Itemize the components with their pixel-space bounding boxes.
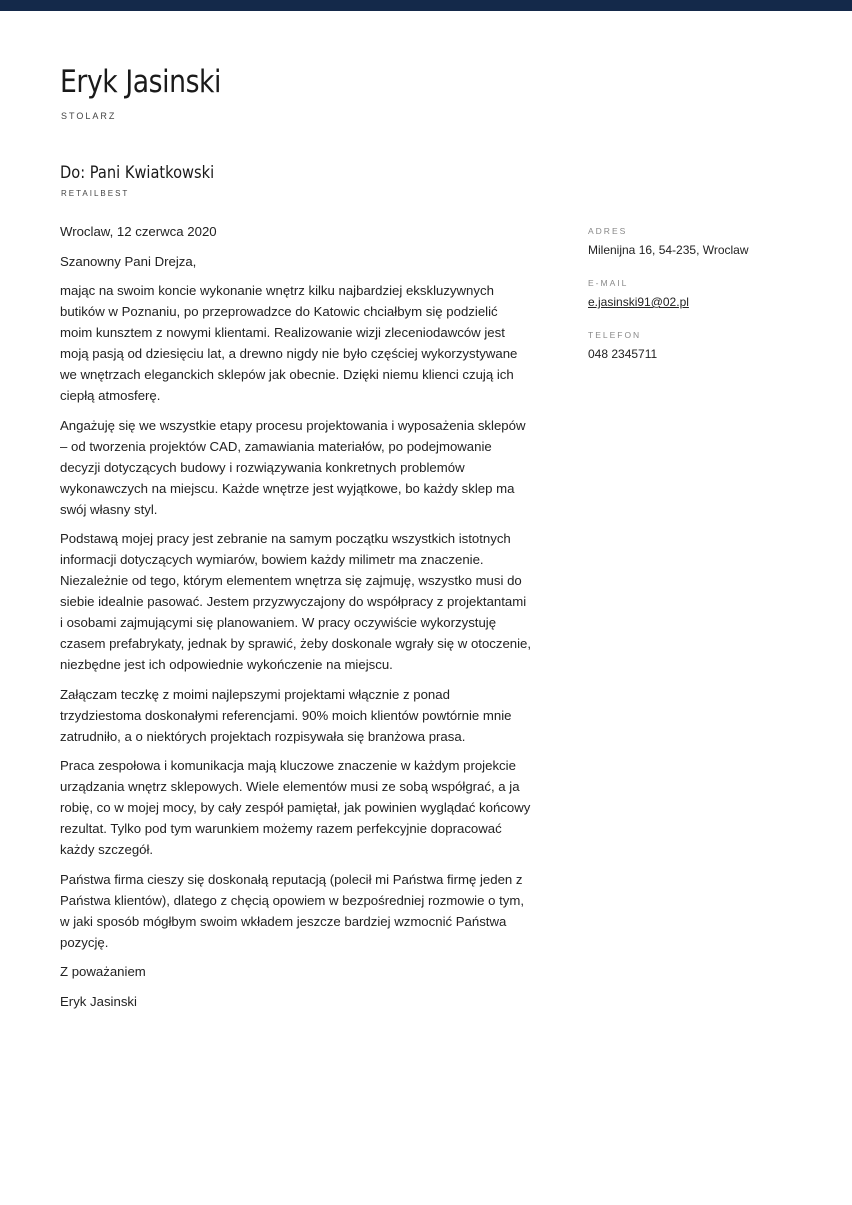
address-label: ADRES xyxy=(588,226,628,236)
letter-greeting: Szanowny Pani Drejza, xyxy=(60,253,197,269)
phone-value: 048 2345711 xyxy=(588,347,658,361)
applicant-name: Eryk Jasinski xyxy=(60,64,222,100)
email-link[interactable]: e.jasinski91@02.pl xyxy=(588,295,689,309)
letter-date: Wroclaw, 12 czerwca 2020 xyxy=(60,224,217,239)
letter-body xyxy=(60,221,532,1020)
letter-paragraph: Państwa firma cieszy się doskonałą reputacją (polecił mi Państwa firmę jeden z Państwa klientów), dlatego z chęcią opowiem w bezpośredniej rozmowie o tym, w jaki sposób mógłbym swoim wkładem jeszcze bardziej wzmocnić Państwa pozycję. xyxy=(60,871,524,950)
email-label: E-MAIL xyxy=(588,278,629,288)
letter-paragraph: Praca zespołowa i komunikacja mają kluczowe znaczenie w każdym projekcie urządzania wnętrz sklepowych. Wiele elementów musi ze sobą współgrać, a ja robię, co w mojej mocy, by cały zespół pamiętał, jak powinien wyglądać końcowy rezultat. Tylko pod tym warunkiem możemy razem perfekcyjnie dopracować każdy szczegół. xyxy=(60,758,531,857)
letter-paragraph: Załączam teczkę z moimi najlepszymi projektami włącznie z ponad trzydziestoma doskonałymi referencjami. 90% moich klientów powtórnie mnie zatrudniło, a o niektórych projektach rozpisywała się branżowa prasa. xyxy=(60,686,512,744)
phone-label: TELEFON xyxy=(588,330,642,340)
letter-paragraph: Angażuję się we wszystkie etapy procesu projektowania i wyposażenia sklepów – od tworzenia projektów CAD, zamawiania materiałów, po podejmowanie decyzji dotyczących budowy i rozwiązywania konkretnych problemów wykonawczych na miejscu. Każde wnętrze jest wyjątkowe, bo każdy sklep ma swój własny styl. xyxy=(60,417,526,517)
top-accent-bar xyxy=(0,0,852,11)
letter-paragraph: mając na swoim koncie wykonanie wnętrz kilku najbardziej ekskluzywnych butików w Poznaniu, po przeprowadzce do Katowic chciałbym się podzielić moim kunsztem z nowymi klientami. Realizowanie wizji zleceniodawców jest moją pasją od dziesięciu lat, a drewno nigdy nie było częściej wykorzystywane we wnętrzach eleganckich sklepów jak obecnie. Dzięki niemu klienci czują ich ciepłą atmosferę. xyxy=(60,283,518,403)
applicant-role: STOLARZ xyxy=(61,111,117,121)
letter-signature: Eryk Jasinski xyxy=(60,993,137,1009)
address-value: Milenijna 16, 54-235, Wroclaw xyxy=(588,243,749,257)
letter-paragraph: Podstawą mojej pracy jest zebranie na samym początku wszystkich istotnych informacji dotyczących wymiarów, bowiem każdy milimetr ma znaczenie. Niezależnie od tego, którym elementem wnętrza się zajmuję, wszystko musi do siebie idealnie pasować. Jestem przyzwyczajony do współpracy z projektantami i osobami zajmującymi się planowaniem. W pracy oczywiście wykorzystuję czasem prefabrykaty, jednak by sprawić, żeby doskonale wgrały się w otoczenie, niezbędne jest ich odpowiednie wykończenie na miejscu. xyxy=(60,531,532,672)
letter-closing: Z poważaniem xyxy=(60,964,146,979)
recipient-company: RETAILBEST xyxy=(61,189,130,198)
recipient-line: Do: Pani Kwiatkowski xyxy=(60,163,215,183)
contact-sidebar xyxy=(588,226,828,382)
